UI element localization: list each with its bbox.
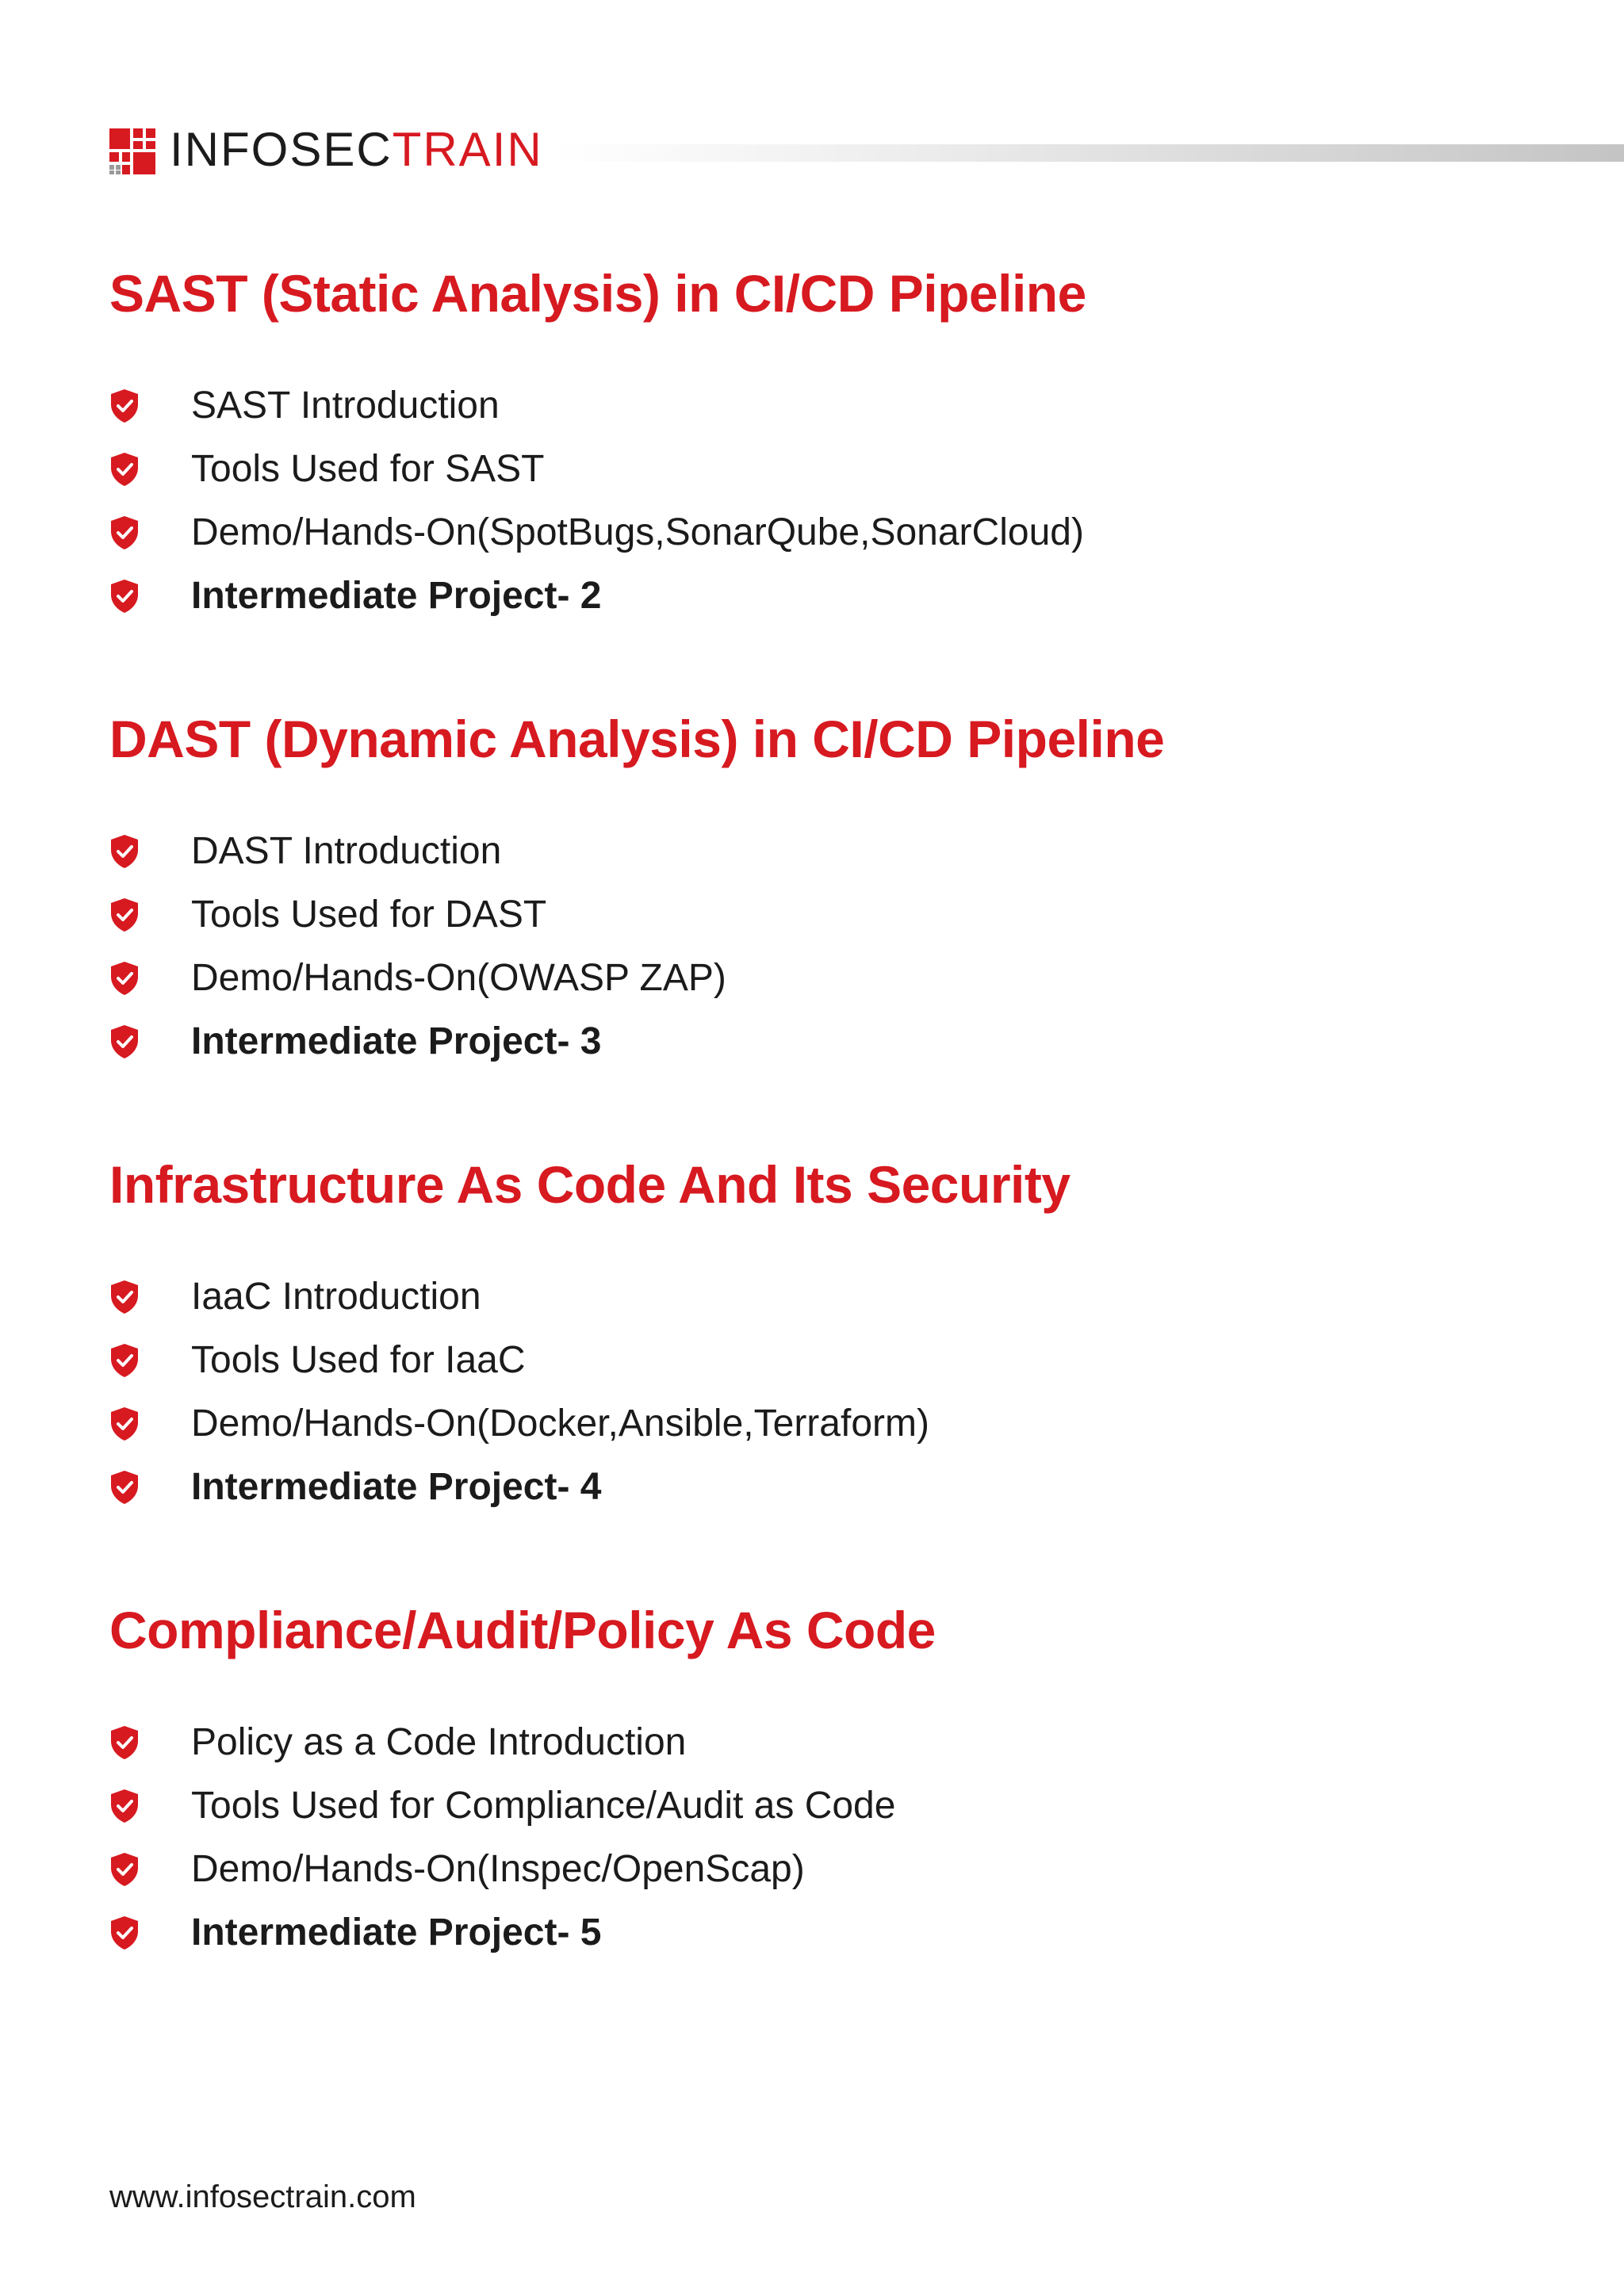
list-item-label: Demo/Hands-On(Inspec/OpenScap) xyxy=(191,1848,805,1890)
header-gradient-bar xyxy=(553,144,1624,162)
shield-check-icon xyxy=(109,1915,140,1950)
list-item-label: Intermediate Project- 2 xyxy=(191,575,602,617)
section-dast xyxy=(109,707,1537,1073)
list-item-label: Tools Used for DAST xyxy=(191,894,547,936)
list-item-label: SAST Introduction xyxy=(191,385,500,427)
list-item xyxy=(109,947,1537,1010)
shield-check-icon xyxy=(109,1280,140,1314)
list-item-label: DAST Introduction xyxy=(191,830,502,872)
list-item xyxy=(109,1711,1537,1774)
section-compliance xyxy=(109,1598,1537,1965)
list-item-label: Intermediate Project- 4 xyxy=(191,1466,602,1508)
shield-check-icon xyxy=(109,961,140,996)
list-item xyxy=(109,1392,1537,1456)
footer-website-link[interactable]: www.infosectrain.com xyxy=(109,2179,416,2214)
list-item xyxy=(109,1838,1537,1901)
list-item xyxy=(109,438,1537,501)
brand-logo-text xyxy=(170,124,543,176)
list-item-label: Intermediate Project- 3 xyxy=(191,1020,602,1062)
shield-check-icon xyxy=(109,1852,140,1887)
list-item-label: Intermediate Project- 5 xyxy=(191,1911,602,1954)
shield-check-icon xyxy=(109,834,140,869)
list-item-label: Tools Used for Compliance/Audit as Code xyxy=(191,1785,896,1827)
section-title: Infrastructure As Code And Its Security xyxy=(109,1155,1071,1214)
list-item-project xyxy=(109,1456,1537,1519)
list-item xyxy=(109,501,1537,564)
list-item-project xyxy=(109,1010,1537,1073)
brand-name-part2: TRAIN xyxy=(392,123,543,176)
section-title: DAST (Dynamic Analysis) in CI/CD Pipeline xyxy=(109,710,1165,768)
shield-check-icon xyxy=(109,1470,140,1505)
section-list xyxy=(109,1265,1537,1519)
section-iac xyxy=(109,1153,1537,1519)
list-item-label: Demo/Hands-On(OWASP ZAP) xyxy=(191,957,726,999)
list-item-project xyxy=(109,564,1537,628)
shield-check-icon xyxy=(109,515,140,550)
list-item xyxy=(109,883,1537,947)
list-item xyxy=(109,820,1537,883)
brand-name-part1: INFOSEC xyxy=(170,123,393,176)
logo-grid-icon xyxy=(109,128,155,174)
shield-check-icon xyxy=(109,1406,140,1441)
page-header xyxy=(109,124,1624,176)
list-item xyxy=(109,1265,1537,1329)
list-item xyxy=(109,1774,1537,1838)
section-list xyxy=(109,1711,1537,1965)
shield-check-icon xyxy=(109,1343,140,1378)
shield-check-icon xyxy=(109,1725,140,1760)
list-item-label: Policy as a Code Introduction xyxy=(191,1721,687,1763)
list-item-label: Tools Used for IaaC xyxy=(191,1339,526,1381)
list-item-label: Demo/Hands-On(SpotBugs,SonarQube,SonarCloud) xyxy=(191,511,1084,553)
shield-check-icon xyxy=(109,1024,140,1059)
section-title: SAST (Static Analysis) in CI/CD Pipeline xyxy=(109,264,1086,323)
list-item xyxy=(109,1329,1537,1392)
shield-check-icon xyxy=(109,579,140,614)
shield-check-icon xyxy=(109,388,140,423)
list-item-project xyxy=(109,1901,1537,1965)
shield-check-icon xyxy=(109,897,140,932)
list-item-label: Demo/Hands-On(Docker,Ansible,Terraform) xyxy=(191,1402,929,1445)
section-list xyxy=(109,820,1537,1073)
section-title: Compliance/Audit/Policy As Code xyxy=(109,1601,936,1659)
shield-check-icon xyxy=(109,452,140,487)
list-item xyxy=(109,374,1537,438)
list-item-label: Tools Used for SAST xyxy=(191,448,545,490)
section-sast xyxy=(109,262,1537,628)
shield-check-icon xyxy=(109,1789,140,1823)
section-list xyxy=(109,374,1537,628)
list-item-label: IaaC Introduction xyxy=(191,1276,481,1318)
